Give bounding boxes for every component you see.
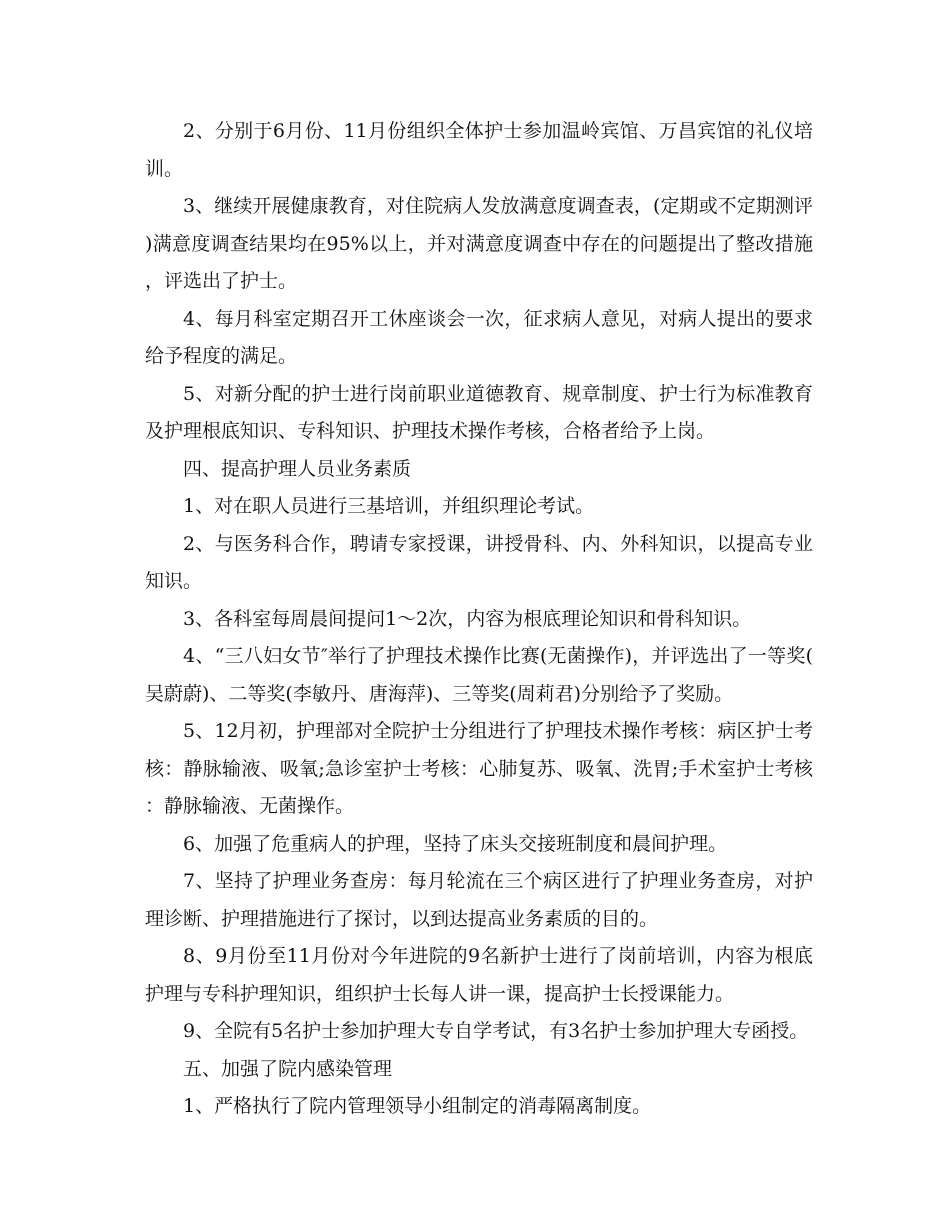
paragraph-health-education: 3、继续开展健康教育，对住院病人发放满意度调查表，(定期或不定期测评)满意度调查结果均在95%以上，并对满意度调查中存在的问题提出了整改措施，评选出了护士。: [145, 195, 813, 292]
paragraph-skills-assessment: 5、12月初，护理部对全院护士分组进行了护理技术操作考核：病区护士考核：静脉输液、吸氧;急诊室护士考核：心肺复苏、吸氧、洗胃;手术室护士考核：静脉输液、无菌操作。: [145, 720, 813, 817]
paragraph-etiquette-training: 2、分别于6月份、11月份组织全体护士参加温岭宾馆、万昌宾馆的礼仪培训。: [145, 120, 813, 180]
paragraph-disinfection: 1、严格执行了院内管理领导小组制定的消毒隔离制度。: [183, 1095, 652, 1117]
paragraph-expert-lectures: 2、与医务科合作，聘请专家授课，讲授骨科、内、外科知识，以提高专业知识。: [145, 532, 813, 592]
paragraph-critical-care: 6、加强了危重病人的护理，坚持了床头交接班制度和晨间护理。: [183, 832, 728, 855]
paragraph-induction-training: 8、9月份至11月份对今年进院的9名新护士进行了岗前培训，内容为根底护理与专科护理知识，组织护士长每人讲一课，提高护士长授课能力。: [145, 945, 813, 1005]
section-heading-quality: 四、提高护理人员业务素质: [183, 457, 412, 480]
paragraph-ward-rounds: 7、坚持了护理业务查房：每月轮流在三个病区进行了护理业务查房，对护理诊断、护理措施进行了探讨，以到达提高业务素质的目的。: [145, 870, 813, 930]
paragraph-skills-competition: 4、“三八妇女节″举行了护理技术操作比赛(无菌操作)，并评选出了一等奖(吴蔚蔚)、二等奖(李敏丹、唐海萍)、三等奖(周莉君)分别给予了奖励。: [145, 645, 813, 705]
paragraph-morning-questions: 3、各科室每周晨间提问1～2次，内容为根底理论知识和骨科知识。: [183, 607, 752, 630]
paragraph-basic-training: 1、对在职人员进行三基培训，并组织理论考试。: [183, 495, 595, 517]
section-heading-infection: 五、加强了院内感染管理: [183, 1057, 393, 1080]
paragraph-new-nurse-training: 5、对新分配的护士进行岗前职业道德教育、规章制度、护士行为标准教育及护理根底知识、专科知识、护理技术操作考核，合格者给予上岗。: [145, 382, 813, 442]
paragraph-further-education: 9、全院有5名护士参加护理大专自学考试，有3名护士参加护理大专函授。: [183, 1020, 809, 1042]
document-body: [145, 113, 813, 1126]
paragraph-patient-forum: 4、每月科室定期召开工休座谈会一次，征求病人意见，对病人提出的要求给予程度的满足。: [145, 307, 813, 367]
